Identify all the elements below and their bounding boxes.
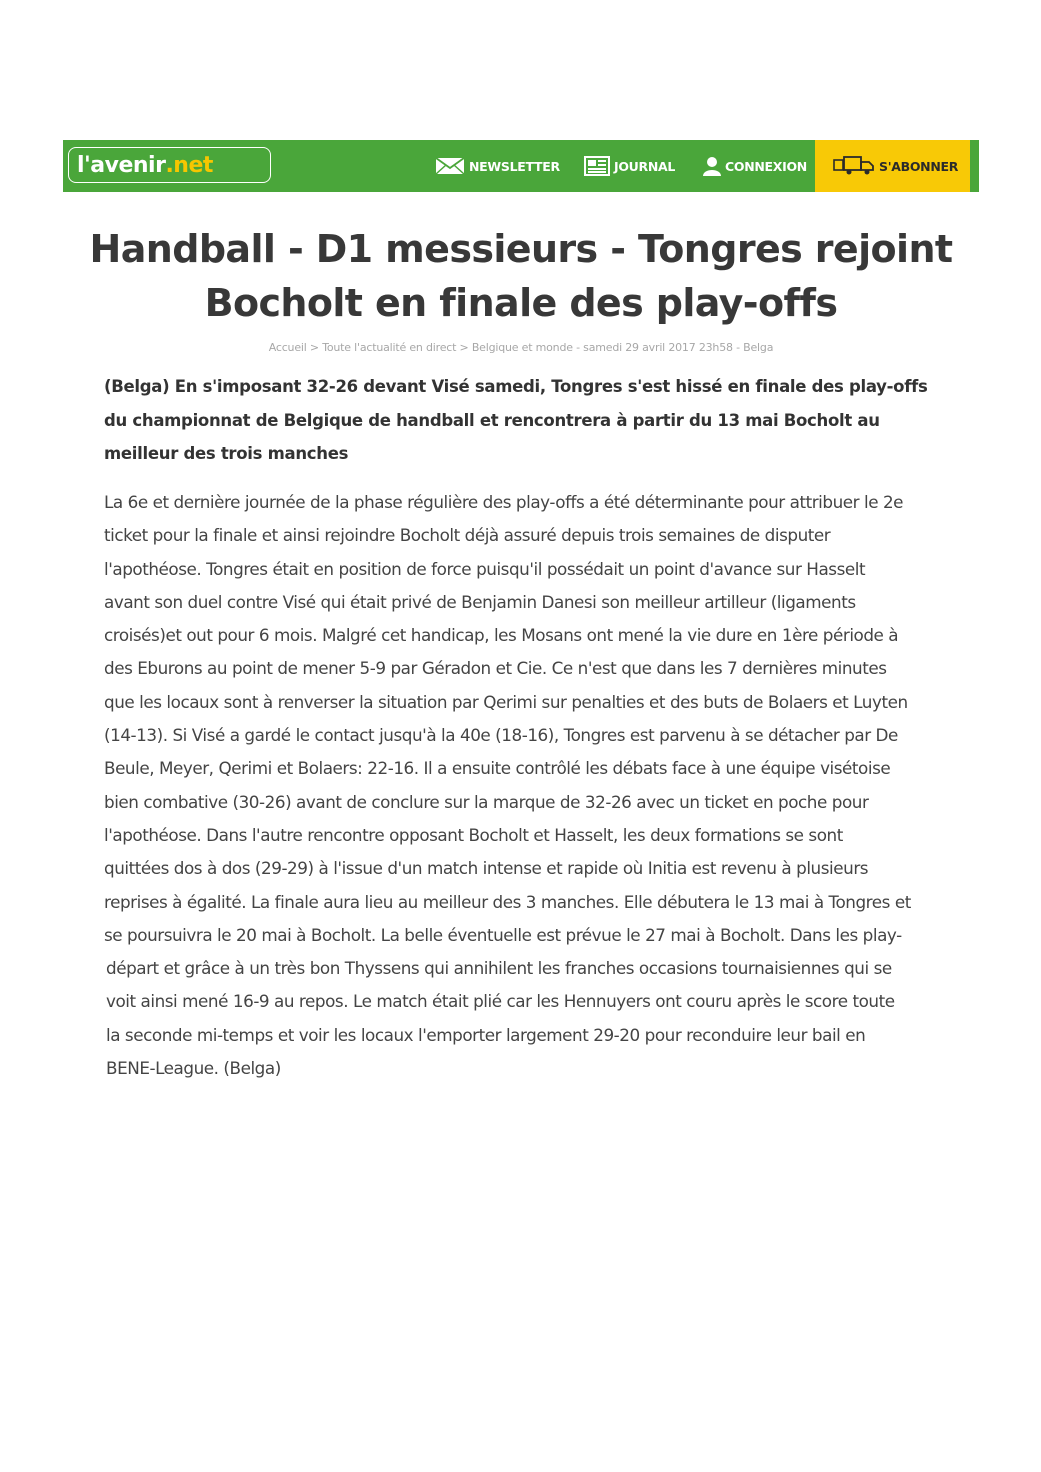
body-line: voit ainsi mené 16-9 au repos. Le match était plié car les Hennuyers ont couru après le score toute <box>106 991 895 1012</box>
body-line: avant son duel contre Visé qui était privé de Benjamin Danesi son meilleur artilleur (ligaments <box>104 591 856 612</box>
logo-main-text: l'avenir <box>77 152 166 178</box>
journal-label: JOURNAL <box>614 158 676 174</box>
journal-link[interactable] <box>584 140 675 192</box>
body-line: croisés)et out pour 6 mois. Malgré cet handicap, les Mosans ont mené la vie dure en 1ère période à <box>104 625 899 646</box>
body-line: départ et grâce à un très bon Thyssens qui annihilent les franches occasions tournaisiennes qui se <box>106 958 892 979</box>
subscribe-button[interactable] <box>815 140 970 192</box>
body-line: quittées dos à dos (29-29) à l'issue d'un match intense et rapide où Initia est revenu à plusieurs <box>104 858 869 879</box>
body-line: reprises à égalité. La finale aura lieu au meilleur des 3 manches. Elle débutera le 13 mai à Tongres et <box>104 891 911 912</box>
newsletter-label: NEWSLETTER <box>469 158 560 174</box>
body-line: Beule, Meyer, Qerimi et Bolaers: 22-16. Il a ensuite contrôlé les débats face à une équipe visétoise <box>104 758 891 779</box>
article-title: Handball - D1 messieurs - Tongres rejoint Bocholt en finale des play-offs <box>89 227 953 325</box>
connexion-label: CONNEXION <box>725 158 807 174</box>
body-line: bien combative (30-26) avant de conclure sur la marque de 32-26 avec un ticket en poche pour <box>104 791 869 812</box>
body-line: (14-13). Si Visé a gardé le contact jusqu'à la 40e (18-16), Tongres est parvenu à se détacher par De <box>104 725 898 746</box>
connexion-link[interactable] <box>703 140 807 192</box>
body-line: la seconde mi-temps et voir les locaux l'emporter largement 29-20 pour reconduire leur bail en <box>106 1024 866 1045</box>
body-line: ticket pour la finale et ainsi rejoindre Bocholt déjà assuré depuis trois semaines de disputer <box>104 525 831 546</box>
body-line: que les locaux sont à renverser la situation par Qerimi sur penalties et des buts de Bolaers et Luyten <box>104 691 908 712</box>
article-lead: (Belga) En s'imposant 32-26 devant Visé samedi, Tongres s'est hissé en finale des play-offs du championnat de Belgique de handball et rencontrera à partir du 13 mai Bocholt au meilleur des trois manches <box>104 377 928 463</box>
logo-suffix-text: .net <box>165 152 213 178</box>
body-line: l'apothéose. Dans l'autre rencontre opposant Bocholt et Hasselt, les deux formations se sont <box>104 824 843 845</box>
breadcrumb: Accueil > Toute l'actualité en direct > Belgique et monde - samedi 29 avril 2017 23h58 - Belga <box>268 341 774 354</box>
newspaper-icon <box>584 156 610 176</box>
body-line: se poursuivra le 20 mai à Bocholt. La belle éventuelle est prévue le 27 mai à Bocholt. Dans les play- <box>104 924 902 945</box>
article-body <box>104 486 936 1085</box>
delivery-truck-icon <box>833 156 875 176</box>
site-header <box>63 140 979 192</box>
envelope-icon <box>435 157 465 175</box>
newsletter-link[interactable] <box>435 140 560 192</box>
body-line: BENE-League. (Belga) <box>106 1058 281 1079</box>
body-line: La 6e et dernière journée de la phase régulière des play-offs a été déterminante pour attribuer le 2e <box>104 492 904 512</box>
site-logo[interactable] <box>68 147 271 183</box>
body-line: des Eburons au point de mener 5-9 par Géradon et Cie. Ce n'est que dans les 7 dernières minutes <box>104 658 887 679</box>
body-line: l'apothéose. Tongres était en position de force puisqu'il possédait un point d'avance sur Hasselt <box>104 558 866 579</box>
subscribe-label: S'ABONNER <box>879 158 959 174</box>
user-icon <box>703 156 721 176</box>
